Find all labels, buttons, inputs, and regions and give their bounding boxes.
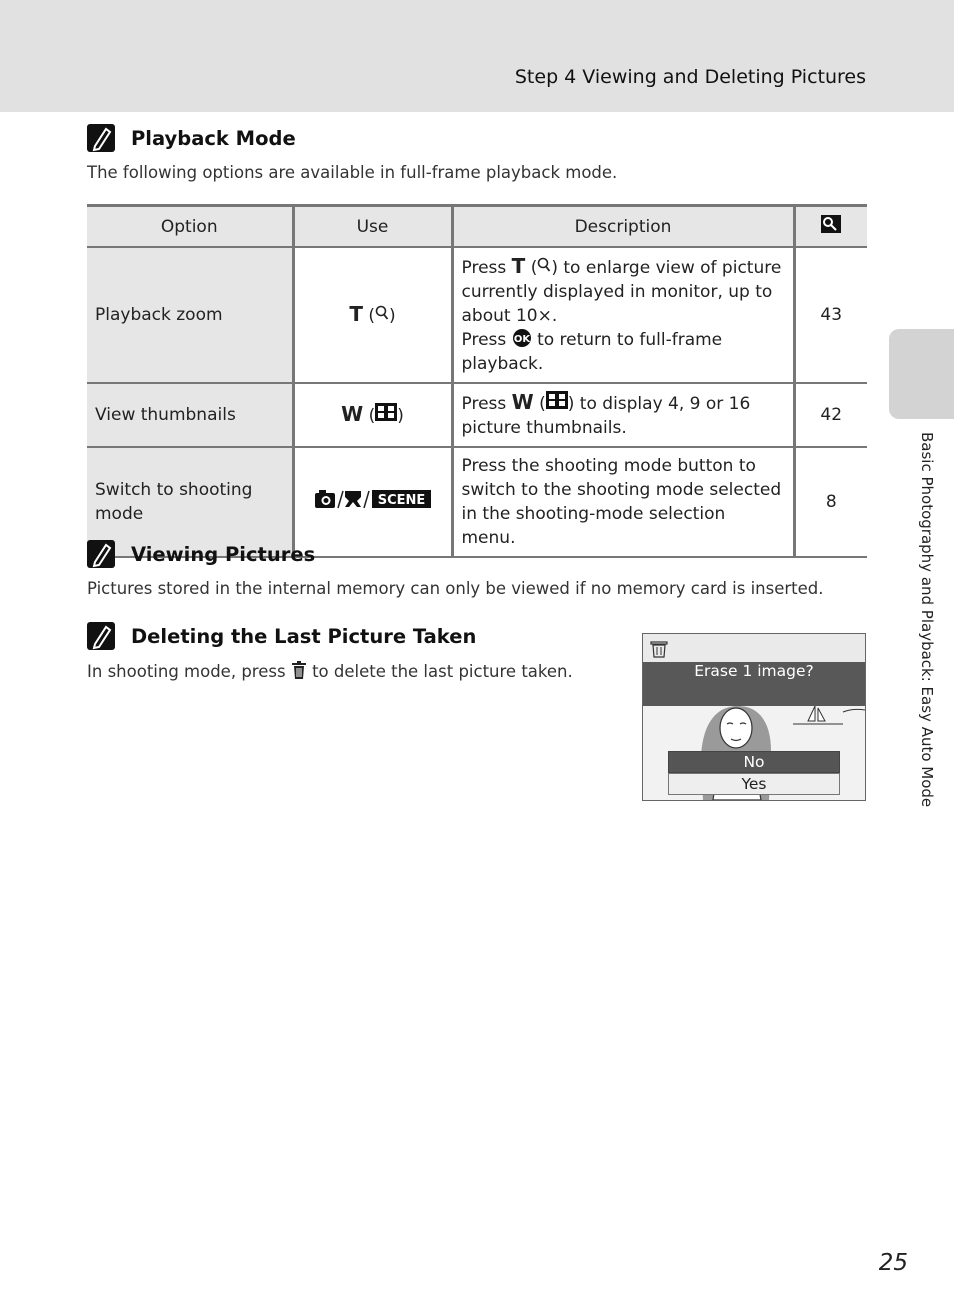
section-intro: The following options are available in full-frame playback mode.	[87, 163, 618, 182]
thumbnail-grid-icon	[375, 403, 397, 421]
chapter-tab	[889, 329, 954, 419]
section-title: Playback Mode	[131, 126, 296, 150]
description-cell: Press the shooting mode button to switch to the shooting mode selected in the shooting-mode selection menu.	[452, 447, 794, 557]
use-cell: T ( )	[293, 247, 452, 383]
reference-cell: 8	[794, 447, 867, 557]
description-cell: Press T ( ) to enlarge view of picture currently displayed in monitor, up to about 10×. Press OK to return to full-frame playback.	[452, 247, 794, 383]
tele-key: T	[511, 254, 526, 278]
options-table	[87, 204, 867, 558]
option-cell: Switch to shooting mode	[87, 447, 293, 557]
header-title: Step 4 Viewing and Deleting Pictures	[514, 66, 866, 88]
chapter-sidebar	[916, 432, 936, 842]
section-title: Viewing Pictures	[131, 542, 316, 566]
option-no-button[interactable]: No	[668, 751, 840, 773]
use-cell: W ( )	[293, 383, 452, 447]
table-header-reference	[794, 206, 867, 248]
option-yes-button[interactable]: Yes	[668, 773, 840, 795]
chapter-title: Basic Photography and Playback: Easy Auto Mode	[918, 432, 936, 808]
zoom-magnifier-icon	[537, 257, 551, 273]
camera-icon	[315, 490, 335, 508]
thumbnail-grid-icon	[546, 391, 568, 409]
reference-cell: 43	[794, 247, 867, 383]
table-header-row	[87, 206, 867, 248]
tele-key: T	[349, 302, 363, 326]
option-cell: View thumbnails	[87, 383, 293, 447]
movie-icon	[345, 491, 361, 507]
erase-question: Erase 1 image?	[694, 662, 814, 680]
camera-erase-screen	[642, 633, 866, 801]
note-pencil-icon	[87, 124, 115, 152]
svg-text:SCENE: SCENE	[377, 492, 425, 508]
section-deleting-last-picture	[87, 622, 476, 650]
option-cell: Playback zoom	[87, 247, 293, 383]
trash-icon	[291, 661, 307, 679]
section-title: Deleting the Last Picture Taken	[131, 624, 477, 648]
reference-cell: 42	[794, 383, 867, 447]
section-viewing-pictures	[87, 540, 315, 568]
note-pencil-icon	[87, 622, 115, 650]
table-row	[87, 383, 867, 447]
use-cell	[293, 447, 452, 557]
trash-icon	[650, 640, 668, 658]
table-header: Option	[87, 206, 293, 248]
scene-icon	[372, 490, 431, 508]
page-header	[0, 0, 954, 112]
shooting-mode-icons	[314, 488, 432, 510]
table-row	[87, 247, 867, 383]
section-text: Pictures stored in the internal memory can only be viewed if no memory card is inserted.	[87, 579, 824, 598]
ok-button-icon	[512, 328, 532, 348]
reference-page-icon	[820, 214, 842, 234]
wide-key: W	[511, 390, 534, 414]
section-text: In shooting mode, press to delete the last picture taken.	[87, 662, 573, 681]
table-header: Use	[293, 206, 452, 248]
wide-key: W	[341, 402, 364, 426]
section-playback-mode	[87, 124, 296, 152]
table-header: Description	[452, 206, 794, 248]
page-number: 25	[878, 1250, 908, 1276]
svg-text:OK: OK	[513, 334, 530, 345]
description-cell: Press W ( ) to display 4, 9 or 16 picture thumbnails.	[452, 383, 794, 447]
note-pencil-icon	[87, 540, 115, 568]
zoom-magnifier-icon	[375, 305, 389, 321]
